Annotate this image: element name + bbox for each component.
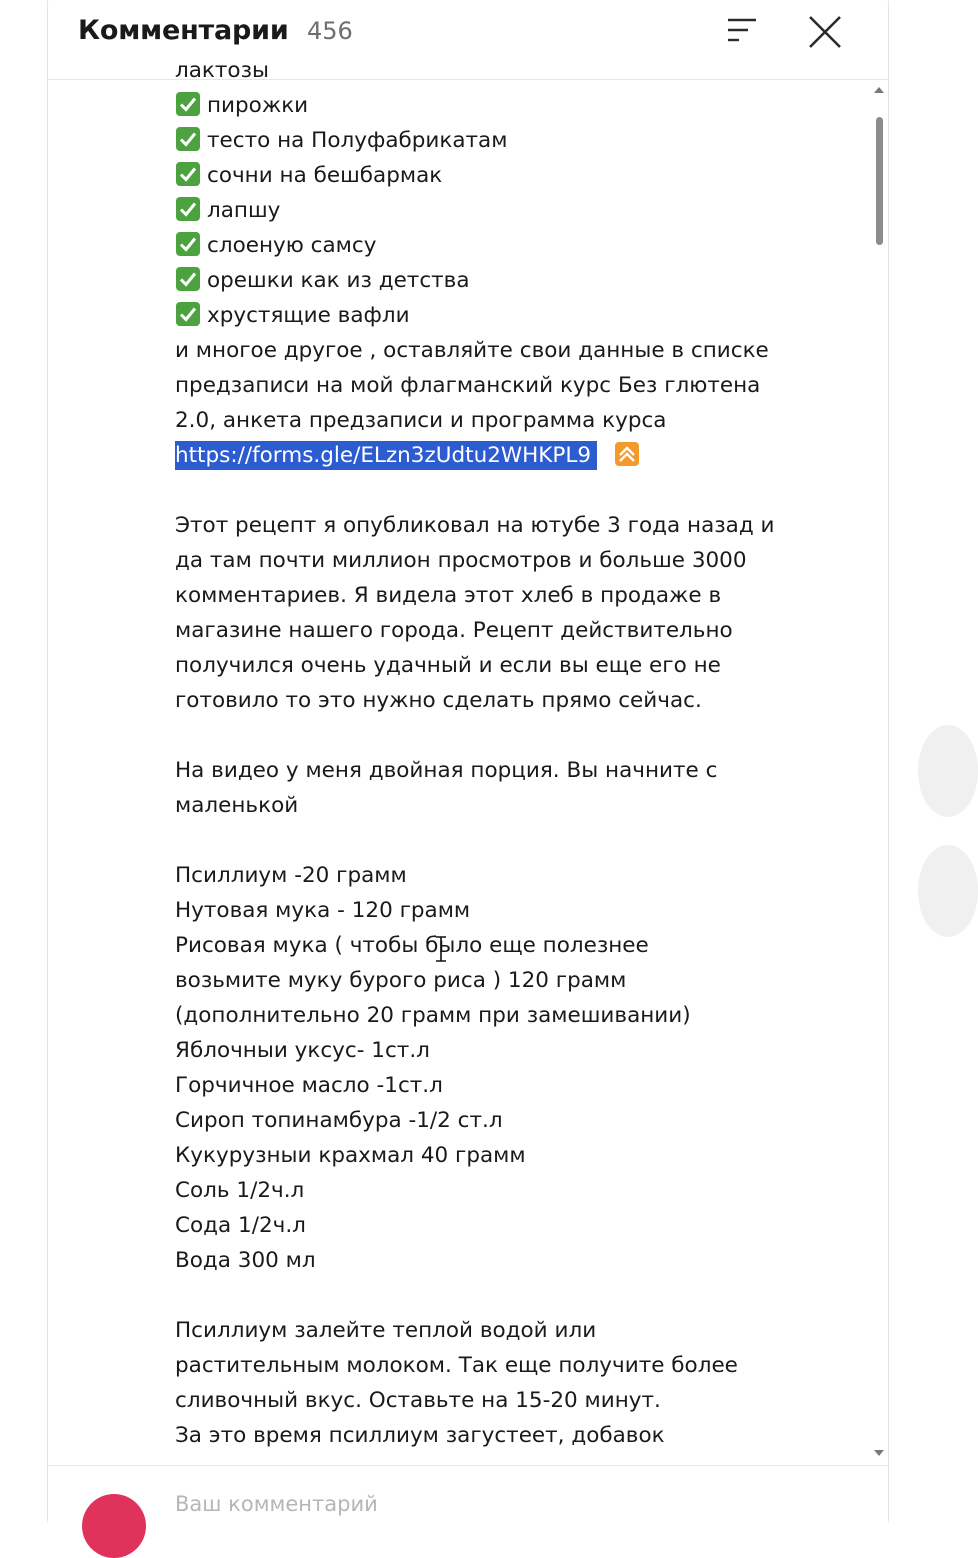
close-button[interactable] <box>806 13 844 51</box>
text-cursor-icon <box>434 936 448 962</box>
check-mark-button-emoji <box>175 266 201 292</box>
ingredient-line <box>175 963 785 998</box>
scroll-down-arrow-icon[interactable] <box>874 1450 884 1456</box>
forms-link[interactable]: https://forms.gle/ELzn3zUdtu2WHKPL9 <box>175 441 597 470</box>
text-line <box>175 1313 785 1348</box>
checklist-item <box>175 263 785 298</box>
link-line <box>175 438 785 473</box>
text-line-text: Этот рецепт я опубликовал на ютубе 3 года назад и <box>175 513 775 538</box>
checklist <box>175 88 785 333</box>
checklist-item <box>175 88 785 123</box>
ingredient-line <box>175 1033 785 1068</box>
text-line <box>175 1383 785 1418</box>
ingredient-line <box>175 1138 785 1173</box>
checklist-item <box>175 298 785 333</box>
checklist-item <box>175 158 785 193</box>
checklist-item-text: тесто на Полуфабрикатам <box>207 128 508 153</box>
ingredient-line <box>175 893 785 928</box>
ingredient-line-text: Яблочныи уксус- 1ст.л <box>175 1038 430 1063</box>
text-line-text: На видео у меня двойная порция. Вы начните с <box>175 758 718 783</box>
sort-lines-icon <box>722 15 762 47</box>
text-line-partial: лактозы <box>175 58 269 83</box>
side-action-button[interactable] <box>918 845 978 937</box>
text-line <box>175 368 785 403</box>
checklist-item-text: лапшу <box>207 198 281 223</box>
ingredient-line <box>175 1243 785 1278</box>
text-line <box>175 1348 785 1383</box>
text-line <box>175 543 785 578</box>
ingredient-line-text: Псиллиум -20 грамм <box>175 863 407 888</box>
ingredient-line-text: Нутовая мука - 120 грамм <box>175 898 471 923</box>
close-x-icon <box>806 13 844 51</box>
text-line <box>175 788 785 823</box>
checklist-item-text: орешки как из детства <box>207 268 470 293</box>
comment-composer <box>48 1465 888 1546</box>
text-line-text: готовило то это нужно сделать прямо сейчас. <box>175 688 702 713</box>
ingredient-line-text: Кукурузныи крахмал 40 грамм <box>175 1143 526 1168</box>
checklist-item <box>175 123 785 158</box>
text-line-text: Псиллиум залейте теплой водой или <box>175 1318 597 1343</box>
check-mark-button-emoji <box>175 196 201 222</box>
ingredient-line <box>175 858 785 893</box>
ingredient-line-text: возьмите муку бурого риса ) 120 грамм <box>175 968 627 993</box>
ingredients-list <box>175 858 785 1278</box>
avatar <box>82 1494 146 1558</box>
check-mark-button-emoji <box>175 161 201 187</box>
up-arrow-button-emoji <box>614 441 640 467</box>
text-line-text: комментариев. Я видела этот хлеб в продаже в <box>175 583 722 608</box>
text-line <box>175 333 785 368</box>
text-line <box>175 613 785 648</box>
checklist-item <box>175 193 785 228</box>
checklist-item <box>175 228 785 263</box>
checklist-item-text: слоеную самсу <box>207 233 377 258</box>
ingredient-line-text: Соль 1/2ч.л <box>175 1178 305 1203</box>
check-mark-button-emoji <box>175 91 201 117</box>
ingredient-line-text: Вода 300 мл <box>175 1248 316 1273</box>
text-line <box>175 683 785 718</box>
method-paragraph <box>175 1313 785 1453</box>
ingredient-line-text: Сироп топинамбура -1/2 ст.л <box>175 1108 503 1133</box>
check-mark-button-emoji <box>175 301 201 327</box>
text-line <box>175 403 785 438</box>
story-paragraph <box>175 508 785 718</box>
scrollbar[interactable] <box>872 80 886 1464</box>
text-line <box>175 1418 785 1453</box>
ingredient-line-text: Рисовая мука ( чтобы было еще полезнее <box>175 933 649 958</box>
sort-button[interactable] <box>722 15 762 47</box>
text-line-text: получился очень удачный и если вы еще его не <box>175 653 721 678</box>
checklist-item-text: сочни на бешбармак <box>207 163 443 188</box>
check-mark-button-emoji <box>175 126 201 152</box>
check-mark-button-emoji <box>175 231 201 257</box>
text-line <box>175 508 785 543</box>
text-line <box>175 753 785 788</box>
panel-title: Комментарии <box>78 15 289 46</box>
ingredient-line-text: Горчичное масло -1ст.л <box>175 1073 443 1098</box>
text-line-text: и многое другое , оставляйте свои данные в списке <box>175 338 769 363</box>
scroll-up-arrow-icon[interactable] <box>874 87 884 93</box>
ingredient-line <box>175 1173 785 1208</box>
ingredient-line <box>175 928 785 963</box>
text-line-text: магазине нашего города. Рецепт действительно <box>175 618 733 643</box>
checklist-item-text: хрустящие вафли <box>207 303 410 328</box>
ingredient-line-text: Сода 1/2ч.л <box>175 1213 306 1238</box>
text-line-text: маленькой <box>175 793 299 818</box>
text-line-text: растительным молоком. Так еще получите более <box>175 1353 738 1378</box>
ingredient-line-text: (дополнительно 20 грамм при замешивании) <box>175 1003 691 1028</box>
comments-panel <box>47 0 889 1532</box>
ingredient-line <box>175 1068 785 1103</box>
text-line-text: За это время псиллиум загустеет, добавок <box>175 1423 665 1448</box>
text-line-text: предзаписи на мой флагманский курс Без глютена <box>175 373 761 398</box>
comment-count: 456 <box>307 17 353 45</box>
text-line-text: 2.0, анкета предзаписи и программа курса <box>175 408 667 433</box>
checklist-item-text: пирожки <box>207 93 309 118</box>
side-action-button[interactable] <box>918 725 978 817</box>
comments-scroll-area[interactable] <box>48 58 888 1464</box>
ingredient-line <box>175 1103 785 1138</box>
text-line <box>175 648 785 683</box>
ingredient-line <box>175 1208 785 1243</box>
text-line-text: сливочный вкус. Оставьте на 15-20 минут. <box>175 1388 661 1413</box>
portion-paragraph <box>175 753 785 823</box>
ingredient-line <box>175 998 785 1033</box>
promo-paragraph <box>175 333 785 438</box>
text-line <box>175 578 785 613</box>
post-text <box>175 53 785 1453</box>
scrollbar-thumb[interactable] <box>876 117 883 245</box>
text-line-text: да там почти миллион просмотров и больше 3000 <box>175 548 747 573</box>
comment-input[interactable]: Ваш комментарий <box>175 1492 378 1516</box>
